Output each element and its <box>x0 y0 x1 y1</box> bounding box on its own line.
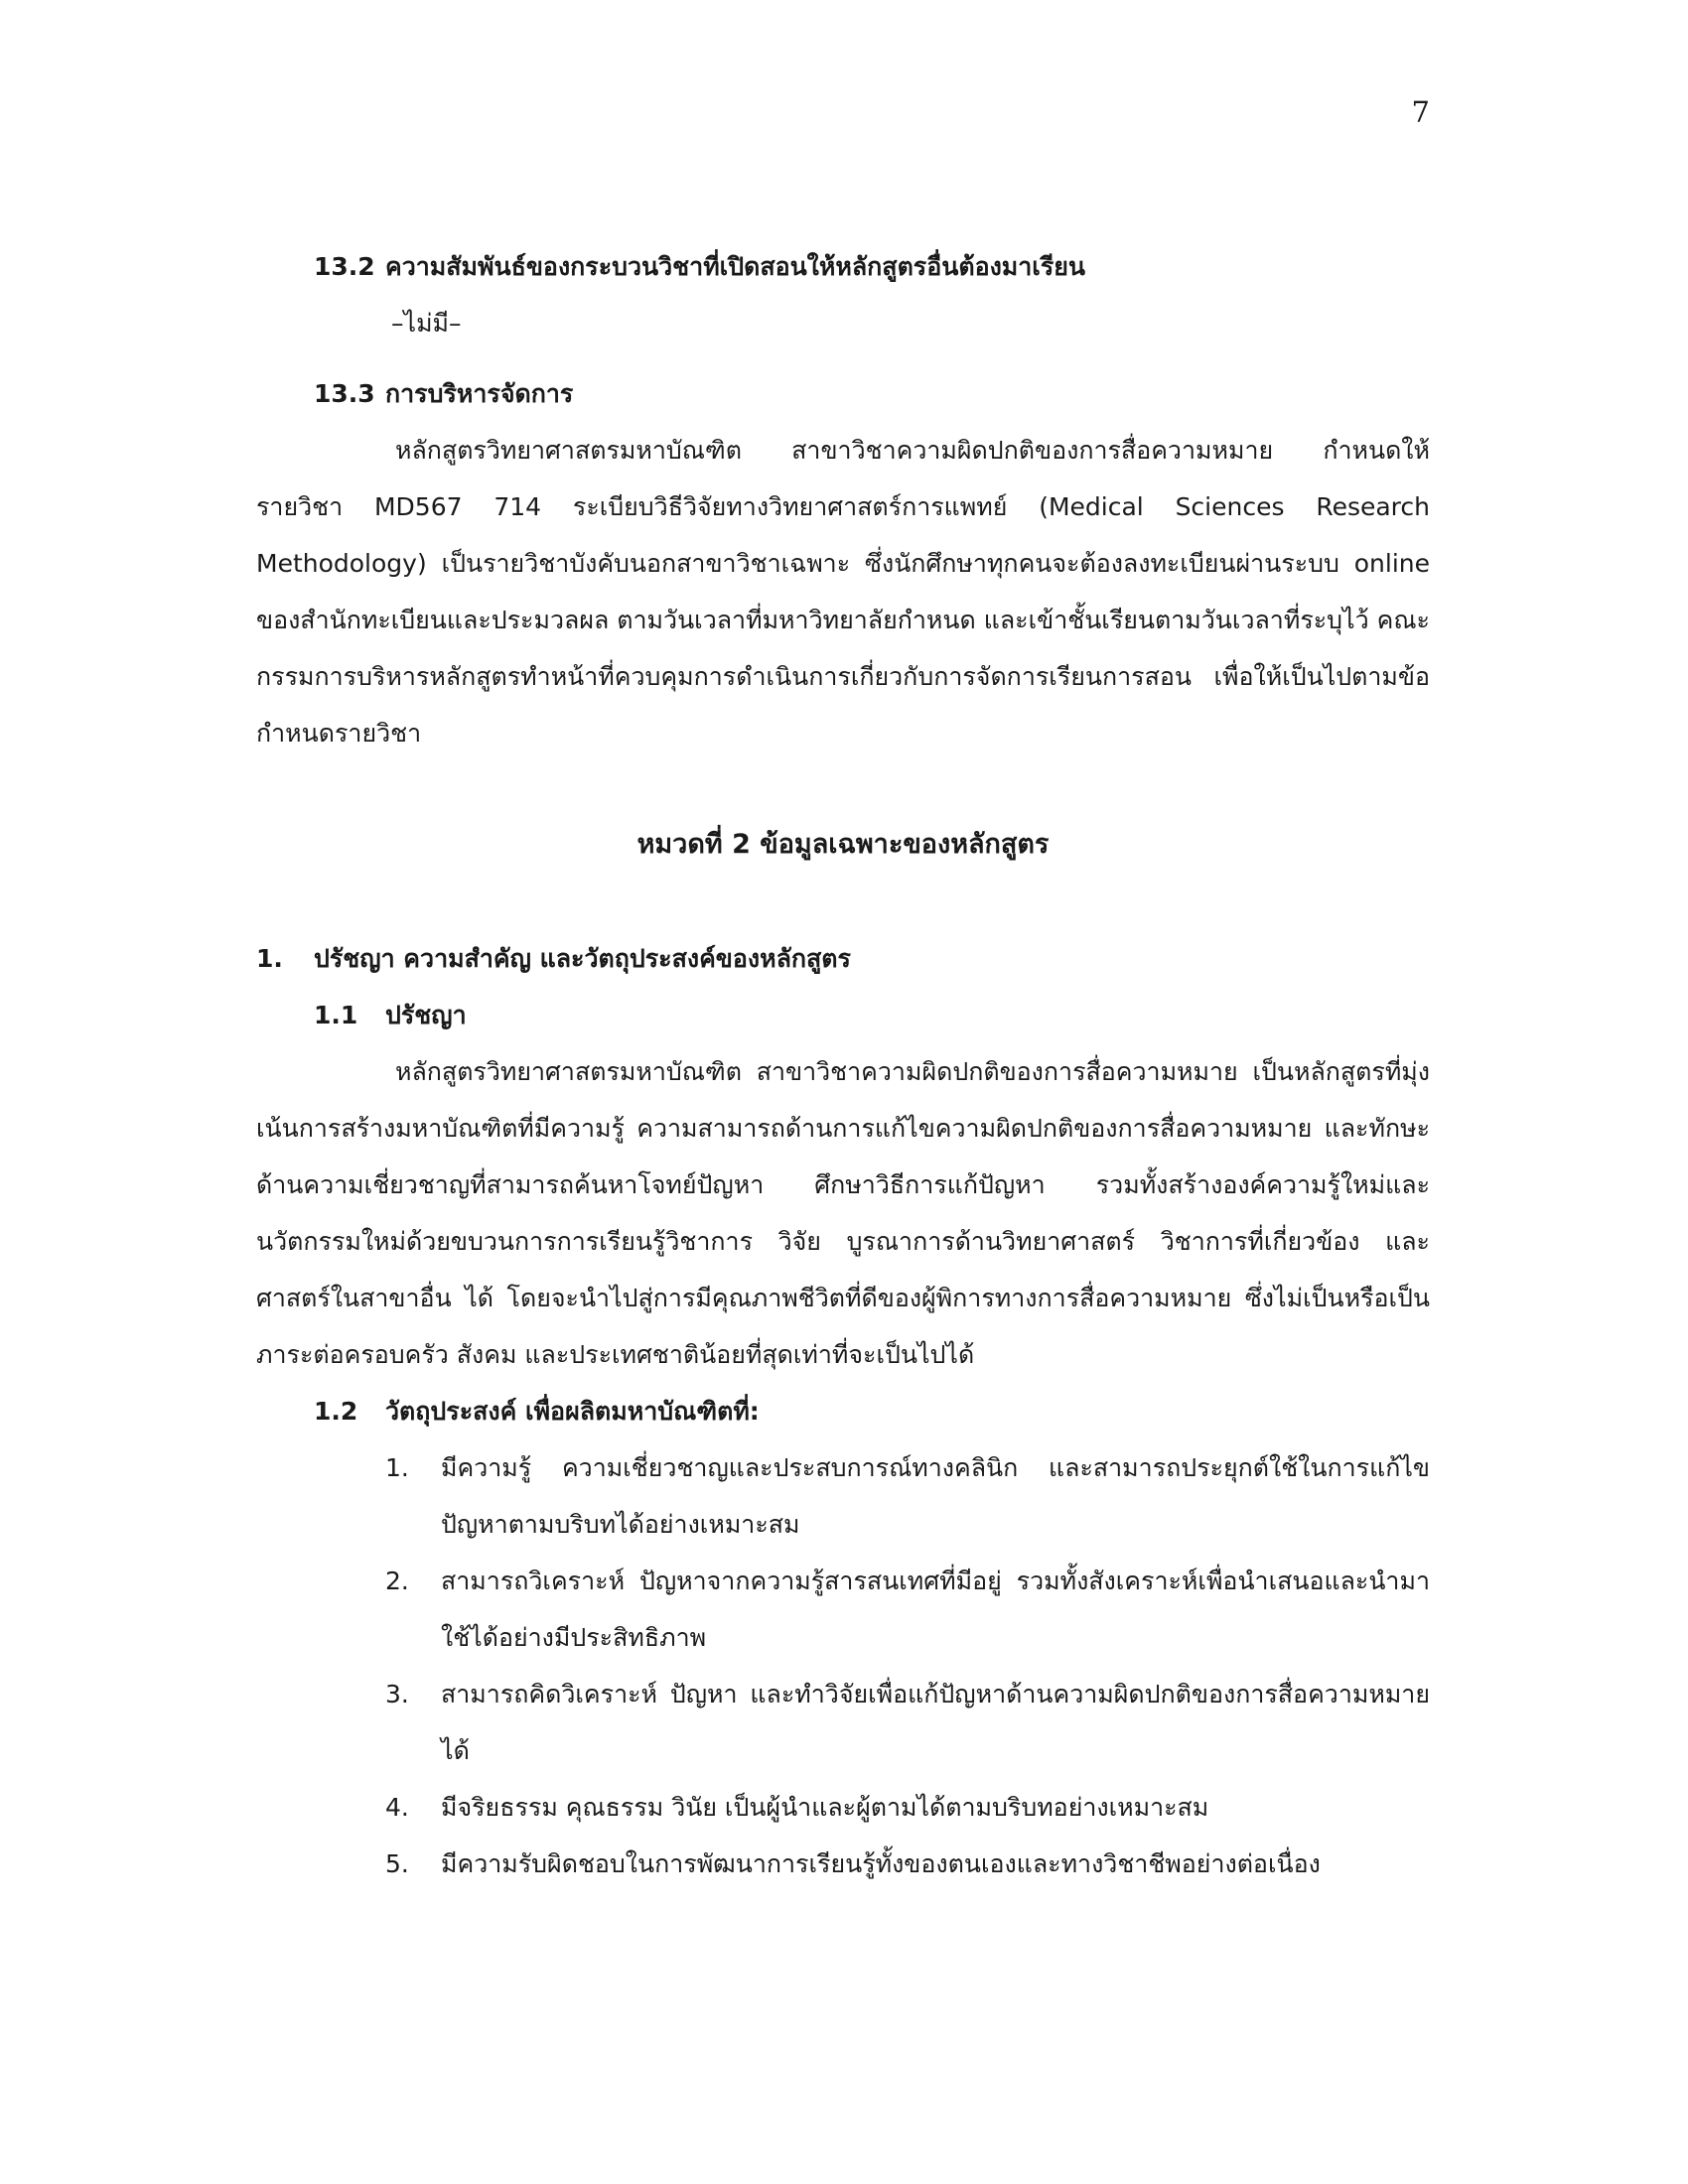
list-item <box>256 1666 1430 1779</box>
list-item-number: 4. <box>385 1793 409 1822</box>
section-1-heading <box>256 930 1430 987</box>
section-13-3-body: หลักสูตรวิทยาศาสตรมหาบัณฑิต สาขาวิชาความผิดปกติของการสื่อความหมาย กำหนดให้รายวิชา MD567 714 ระเบียบวิธีวิจัยทางวิทยาศาสตร์การแพทย์ (Medical Sciences Research Methodology) เป็นรายวิชาบังคับนอกสาขาวิชาเฉพาะ ซึ่งนักศึกษาทุกคนจะต้องลงทะเบียนผ่านระบบ online ของสำนักทะเบียนและประมวลผล ตามวันเวลาที่มหาวิทยาลัยกำหนด และเข้าชั้นเรียนตามวันเวลาที่ระบุไว้ คณะกรรมการบริหารหลักสูตรทำหน้าที่ควบคุมการดำเนินการเกี่ยวกับการจัดการเรียนการสอน เพื่อให้เป็นไปตามข้อกำหนดรายวิชา <box>256 436 1430 748</box>
section-1-1-heading <box>256 987 1430 1043</box>
section-13-3-number: 13.3 <box>314 379 375 408</box>
list-item-number: 3. <box>385 1680 409 1708</box>
section-1-number: 1. <box>256 944 283 973</box>
page-content <box>256 238 1430 1892</box>
chapter-title: หมวดที่ 2 ข้อมูลเฉพาะของหลักสูตร <box>636 829 1050 860</box>
list-item-number: 1. <box>385 1453 409 1482</box>
section-13-3-heading <box>256 365 1430 422</box>
section-1-2-heading <box>256 1383 1430 1439</box>
section-13-2-title: ความสัมพันธ์ของกระบวนวิชาที่เปิดสอนให้หลักสูตรอื่นต้องมาเรียน <box>385 252 1086 281</box>
section-1-1-body: หลักสูตรวิทยาศาสตรมหาบัณฑิต สาขาวิชาความผิดปกติของการสื่อความหมาย เป็นหลักสูตรที่มุ่งเน้นการสร้างมหาบัณฑิตที่มีความรู้ ความสามารถด้านการแก้ไขความผิดปกติของการสื่อความหมาย และทักษะด้านความเชี่ยวชาญที่สามารถค้นหาโจทย์ปัญหา ศึกษาวิธีการแก้ปัญหา รวมทั้งสร้างองค์ความรู้ใหม่และนวัตกรรมใหม่ด้วยขบวนการการเรียนรู้วิชาการ วิจัย บูรณาการด้านวิทยาศาสตร์ วิชาการที่เกี่ยวข้อง และศาสตร์ในสาขาอื่น ได้ โดยจะนำไปสู่การมีคุณภาพชีวิตที่ดีของผู้พิการทางการสื่อความหมาย ซึ่งไม่เป็นหรือเป็นภาระต่อครอบครัว สังคม และประเทศชาติน้อยที่สุดเท่าที่จะเป็นไปได้ <box>256 1057 1430 1369</box>
list-item-text: มีความรับผิดชอบในการพัฒนาการเรียนรู้ทั้งของตนเองและทางวิชาชีพอย่างต่อเนื่อง <box>441 1849 1321 1878</box>
section-13-2-number: 13.2 <box>314 252 375 281</box>
section-1-1-title: ปรัชญา <box>385 1001 467 1029</box>
list-item <box>256 1779 1430 1836</box>
section-1-title: ปรัชญา ความสำคัญ และวัตถุประสงค์ของหลักสูตร <box>314 944 851 973</box>
list-item <box>256 1836 1430 1892</box>
list-item-text: มีจริยธรรม คุณธรรม วินัย เป็นผู้นำและผู้ตามได้ตามบริบทอย่างเหมาะสม <box>441 1793 1209 1822</box>
section-13-2-body: –ไม่มี– <box>391 309 462 338</box>
list-item-number: 2. <box>385 1567 409 1595</box>
section-1-2-title: วัตถุประสงค์ เพื่อผลิตมหาบัณฑิตที่: <box>385 1397 760 1426</box>
list-item-text: สามารถวิเคราะห์ ปัญหาจากความรู้สารสนเทศที่มีอยู่ รวมทั้งสังเคราะห์เพื่อนำเสนอและนำมาใช้ได้อย่างมีประสิทธิภาพ <box>441 1567 1430 1652</box>
section-1-1-number: 1.1 <box>314 1001 358 1029</box>
section-13-2-heading <box>256 238 1430 295</box>
list-item-text: สามารถคิดวิเคราะห์ ปัญหา และทำวิจัยเพื่อแก้ปัญหาด้านความผิดปกติของการสื่อความหมายได้ <box>441 1680 1430 1765</box>
spacer <box>256 761 1430 816</box>
list-item-text: มีความรู้ ความเชี่ยวชาญและประสบการณ์ทางคลินิก และสามารถประยุกต์ใช้ในการแก้ไขปัญหาตามบริบทได้อย่างเหมาะสม <box>441 1453 1430 1539</box>
list-item <box>256 1439 1430 1553</box>
section-1-2-number: 1.2 <box>314 1397 358 1426</box>
list-item-number: 5. <box>385 1849 409 1878</box>
spacer <box>256 873 1430 930</box>
spacer <box>256 351 1430 365</box>
page-number: 7 <box>1411 95 1430 129</box>
section-13-3-title: การบริหารจัดการ <box>385 379 574 408</box>
list-item <box>256 1553 1430 1666</box>
objectives-list <box>256 1439 1430 1892</box>
